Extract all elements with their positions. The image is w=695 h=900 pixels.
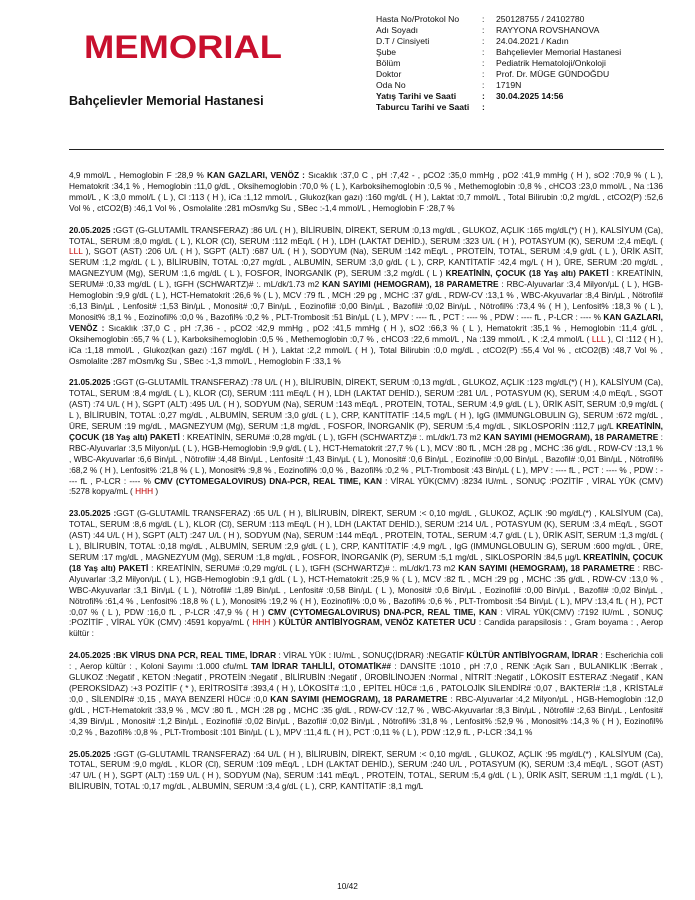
logo-text: MEMORIAL bbox=[84, 30, 282, 62]
result-paragraph bbox=[69, 377, 663, 497]
info-label: D.T / Cinsiyeti bbox=[376, 36, 430, 46]
info-row bbox=[376, 69, 676, 80]
test-heading: KÜLTÜR ANTİBİYOGRAM, VENÖZ KATETER UCU bbox=[278, 617, 476, 628]
test-heading: CMV (CYTOMEGALOVIRUS) DNA-PCR, REAL TIME, KAN bbox=[154, 475, 382, 486]
result-paragraph bbox=[69, 508, 663, 639]
info-row bbox=[376, 102, 676, 113]
page-number: 10/42 bbox=[337, 881, 358, 891]
patient-info-panel bbox=[376, 14, 676, 113]
info-row bbox=[376, 91, 676, 102]
result-text: ), SGOT (AST) :206 U/L ( H ), SGPT (ALT) :687 U/L ( H ), SODYUM (Na), SERUM :142 mEq/L , PROTEİN, TOTAL, SERUM :4,9 g/dL ( L ), ÜRİK ASİT, SERUM :1,2 mg/dL ( L ), BİLİRUBİN, TOTAL :0,27 mg/dL , ALBUMİN, SERUM :3,0 g/dL ( L ), CRP, KANTİTATİF :42,4 mg/L ( H ), ÜRE, SERUM :20 mg/dL , MAGNEZYUM (Mg), SERUM :1,6 mg/dL ( L ), FOSFOR, İNORGANİK (P), SERUM :3,2 mg/dL ( L ) bbox=[69, 246, 663, 279]
test-heading: KAN SAYIMI (HEMOGRAM), 18 PARAMETRE bbox=[270, 693, 448, 704]
info-colon: : bbox=[482, 47, 485, 57]
test-heading: KAN GAZLARI, VENÖZ : bbox=[69, 311, 663, 333]
result-text: : Escherichia coli : , Aerop kültür : , Koloni Sayımı :1.000 cfu/mL bbox=[69, 650, 663, 672]
info-value: Pediatrik Hematoloji/Onkoloji bbox=[496, 58, 606, 68]
test-heading: 20.05.2025 : bbox=[69, 224, 116, 235]
result-text: GGT (G-GLUTAMİL TRANSFERAZ) :64 U/L ( H ), BİLİRUBİN, DİREKT, SERUM :< 0,10 mg/dL , GLUKOZ, AÇLIK :95 mg/dL(*) , KALSİYUM (Ca), TOTAL, SERUM :9,0 mg/dL , KLOR (Cl), SERUM :109 mEq/L , LDH (LAKTAT DEHİD.), SERUM :240 U/L , POTASYUM (K), SERUM :3,4 mEq/L , SGOT (AST) :47 U/L ( H ), SGPT (ALT) :159 U/L ( H ), SODYUM (Na), SERUM :141 mEq/L , PROTEİN, TOTAL, SERUM :5,4 g/dL ( L ), ÜRİK ASİT, SERUM :1,1 mg/dL ( L ), BİLİRUBİN, TOTAL :0,17 mg/dL , ALBUMİN, SERUM :3,4 g/dL ( L ), CRP, KANTİTATİF :8,1 mg/L bbox=[69, 748, 663, 792]
info-row bbox=[376, 80, 676, 91]
info-value: RAYYONA ROVSHANOVA bbox=[496, 25, 600, 35]
result-text: : VİRAL YÜK(CMV) :8234 IU/mL , SONUÇ :POZİTİF , VİRAL YÜK (CMV) :5278 kopya/mL ( bbox=[69, 475, 663, 497]
info-label: Yatış Tarihi ve Saati bbox=[376, 91, 457, 101]
info-label: Adı Soyadı bbox=[376, 25, 419, 35]
result-text: ), Cl :112 ( H ), iCa :1,18 mmol/L , Glukoz(kan gazı) :167 mg/dL ( H ), Laktat :2,2 mmol/L ( H ), Total Bilirubin :0,0 mg/dL , ctCO2(P) :55,4 Vol % , ctCO2(B) :48,7 Vol % , Osmolalite :287 mOsm/kg Su , SBec :-1,3 mmol/L , Hemoglobin F :33,1 % bbox=[69, 333, 663, 366]
test-heading: 24.05.2025 :BK VİRUS DNA PCR, REAL TIME, İDRAR bbox=[69, 650, 277, 661]
info-value: 1719N bbox=[496, 80, 522, 90]
info-colon: : bbox=[482, 25, 485, 35]
test-heading: KAN SAYIMI (HEMOGRAM), 18 PARAMETRE bbox=[322, 279, 499, 290]
result-paragraph bbox=[69, 225, 663, 367]
test-heading: 21.05.2025 : bbox=[69, 377, 116, 388]
info-colon: : bbox=[482, 36, 485, 46]
header-divider bbox=[69, 149, 664, 150]
info-colon: : bbox=[482, 14, 485, 24]
result-text: : KREATİNİN, SERUM# :0,28 mg/dL ( L ), tGFH (SCHWARTZ)# :. mL/dk/1.73 m2 bbox=[179, 431, 484, 442]
test-heading: CMV (CYTOMEGALOVIRUS) DNA-PCR, REAL TIME, KAN bbox=[267, 606, 498, 617]
info-label: Doktor bbox=[376, 69, 402, 79]
test-heading: 25.05.2025 : bbox=[69, 748, 117, 759]
critical-flag: HHH bbox=[252, 617, 271, 628]
result-paragraph bbox=[69, 749, 663, 793]
result-text: : RBC-Alyuvarlar :3,4 Milyon/µL ( L ), HGB-Hemoglobin :9,9 g/dL ( L ), HCT-Hematokrit :26,6 % ( L ), MCV :79 fL , MCH :29 pg , MCHC :37 g/dL , RDW-CV :13,1 % , WBC-Akyuvarlar :8,4 Bin/µL , Nötrofil# :6,13 Bin/µL , Lenfosit# :1,53 Bin/µL , Monosit# :0,7 Bin/µL , Eozinofil# :0,00 Bin/µL , Bazofil# :0,02 Bin/µL , Nötrofil% :73,4 % ( H ), Lenfosit% :18,3 % ( L ), Monosit% :8,1 % , Eozinofil% :0,0 % , Bazofil% :0,2 % , PLT-Trombosit :51 Bin/µL ( L ), MPV : ---- fL , PCT : ---- % , PDW : ---- fL , P-LCR : ---- % bbox=[69, 279, 663, 322]
test-heading: KAN SAYIMI (HEMOGRAM), 18 PARAMETRE bbox=[458, 562, 635, 573]
result-text: GGT (G-GLUTAMİL TRANSFERAZ) :78 U/L ( H ), BİLİRUBİN, DİREKT, SERUM :0,13 mg/dL , GLUKOZ, AÇLIK :123 mg/dL(*) ( H ), KALSİYUM (Ca), TOTAL, SERUM :8,4 mg/dL ( L ), KLOR (Cl), SERUM :111 mEq/L ( H ), LDH (LAKTAT DEHİD.), SERUM :281 U/L , POTASYUM (K), SERUM :4,0 mEq/L , SGOT (AST) :74 U/L ( H ), SGPT (ALT) :495 U/L ( H ), SODYUM (Na), SERUM :143 mEq/L , PROTEİN, TOTAL, SERUM :4,9 g/dL ( L ), ÜRİK ASİT, SERUM :0,9 mg/dL ( L ), BİLİRUBİN, TOTAL :0,27 mg/dL , ALBUMİN, SERUM :3,0 g/dL ( L ), CRP, KANTİTATİF :14,5 mg/L ( H ), IgG (IMMUNGLOBULIN G), SERUM :672 mg/dL , ÜRE, SERUM :19 mg/dL , MAGNEZYUM (Mg), SERUM :1,8 mg/dL , FOSFOR, İNORGANİK (P), SERUM :5,4 mg/dL , SIKLOSPORİN :112,7 µg/L bbox=[69, 377, 664, 432]
critical-flag: HHH bbox=[135, 486, 154, 497]
memorial-logo bbox=[84, 30, 284, 62]
info-label: Taburcu Tarihi ve Saati bbox=[376, 102, 470, 112]
result-text: 4,9 mmol/L , Hemoglobin F :28,9 % bbox=[69, 170, 207, 180]
info-colon: : bbox=[482, 58, 485, 68]
result-paragraph bbox=[69, 650, 663, 737]
info-label: Oda No bbox=[376, 80, 406, 90]
result-text: : RBC-Alyuvarlar :3,5 Milyon/µL ( L ), HGB-Hemoglobin :9,9 g/dL ( L ), HCT-Hematokrit :27,7 % ( L ), MCV :80 fL , MCH :28 pg , MCHC :36 g/dL , RDW-CV :13,1 % , WBC-Akyuvarlar :6,6 Bin/µL , Nötrofil# :4,48 Bin/µL , Lenfosit# :1,43 Bin/µL ( L ), Monosit# :0,6 Bin/µL , Eozinofil# :0,00 Bin/µL , Bazofil# :0,01 Bin/µL , Nötrofil% :68,2 % ( H ), Lenfosit% :21,8 % ( L ), Monosit% :9,8 % , Eozinofil% :0,0 % , Bazofil% :0,2 % , PLT-Trombosit :43 Bin/µL ( L ), MPV : ---- fL , PCT : ---- % , PDW : ---- fL , P-LCR : ---- % bbox=[69, 431, 663, 486]
test-heading: KAN GAZLARI, VENÖZ : bbox=[206, 170, 309, 180]
result-text: : RBC-Alyuvarlar :4,2 Milyon/µL , HGB-Hemoglobin :12,0 g/dL , HCT-Hematokrit :33,9 % , MCV :80 fL , MCH :28 pg , MCHC :35 g/dL , RDW-CV :12,7 % , WBC-Akyuvarlar :8,3 Bin/µL , Nötrofil# :2,63 Bin/µL , Lenfosit# :4,39 Bin/µL , Monosit# :1,2 Bin/µL , Eozinofil# :0,02 Bin/µL , Bazofil# :0,02 Bin/µL , Nötrofil% :31,8 % , Lenfosit% :52,9 % , Monosit% :14,3 % ( H ), Eozinofil% :0,2 % , Bazofil% :0,8 % , PLT-Trombosit :101 Bin/µL ( L ), MPV :11,4 fL ( H ), PCT :0,11 % ( L ), PDW :12,9 fL , P-LCR :34,1 % bbox=[69, 693, 664, 737]
info-value: 250128755 / 24102780 bbox=[496, 14, 585, 24]
lab-results-body bbox=[69, 170, 663, 803]
info-label: Bölüm bbox=[376, 58, 401, 68]
info-value: Prof. Dr. MÜGE GÜNDOĞDU bbox=[496, 69, 610, 79]
test-heading: KREATİNİN, ÇOCUK (18 Yaş altı) PAKETİ bbox=[69, 421, 663, 442]
result-text: Sıcaklık :37,0 C , pH :7,36 - , pCO2 :42,9 mmHg , pO2 :41,5 mmHg ( H ), sO2 :66,3 % ( L ), Hematokrit :35,1 % , Hemoglobin :11,4 g/dL , Oksihemoglobin :65,7 % ( L ), Karboksihemoglobin :0,5 % , Methemoglobin :0,7 % , cHCO3 :22,6 mmol/L , Na :139 mmol/L , K :2,4 mmol/L ( bbox=[69, 322, 663, 344]
info-row bbox=[376, 36, 676, 47]
result-text: ) bbox=[270, 617, 279, 628]
test-heading: KREATİNİN, ÇOCUK (18 Yaş altı) PAKETİ bbox=[69, 552, 663, 573]
info-value: 30.04.2025 14:56 bbox=[496, 91, 564, 101]
critical-flag: LLL bbox=[591, 333, 606, 344]
test-heading: TAM İDRAR TAHLİLİ, OTOMATİK## bbox=[250, 661, 392, 672]
result-text: Sıcaklık :37,0 C , pH :7,42 - , pCO2 :35,0 mmHg , pO2 :41,9 mmHg ( H ), sO2 :70,9 % ( L ), Hematokrit :34,1 % , Hemoglobin :11,0 g/dL , Oksihemoglobin :70,0 % ( L ), Karboksihemoglobin :0,5 % , Methemoglobin :0,8 % , cHCO3 :23,0 mmol/L , Na :136 mmol/L , K :3,0 mmol/L ( L ), Cl :113 ( H ), iCa :1,12 mmol/L , Glukoz(kan gazı) :160 mg/dL ( H ), Laktat :0,7 mmol/L , Total Bilirubin :0,2 mg/dL , ctCO2(P) :52,6 Vol % , ctCO2(B) :46,1 Vol % , Osmolalite :281 mOsm/kg Su , SBec :-1,4 mmol/L , Hemoglobin F :28,7 % bbox=[69, 170, 663, 213]
info-row bbox=[376, 58, 676, 69]
info-row bbox=[376, 14, 676, 25]
info-value bbox=[496, 102, 676, 113]
test-heading: KAN SAYIMI (HEMOGRAM), 18 PARAMETRE bbox=[483, 431, 659, 442]
result-text: GGT (G-GLUTAMİL TRANSFERAZ) :86 U/L ( H ), BİLİRUBİN, DİREKT, SERUM :0,13 mg/dL , GLUKOZ, AÇLIK :165 mg/dL(*) ( H ), KALSİYUM (Ca), TOTAL, SERUM :8,0 mg/dL ( L ), KLOR (Cl), SERUM :112 mEq/L ( H ), LDH (LAKTAT DEHİD.), SERUM :323 U/L ( H ), POTASYUM (K), SERUM :2,4 mEq/L ( bbox=[69, 224, 664, 246]
info-row bbox=[376, 47, 676, 58]
test-heading: KÜLTÜR ANTİBİYOGRAM, İDRAR bbox=[466, 650, 598, 661]
info-colon: : bbox=[482, 102, 485, 112]
result-text: : VİRAL YÜK : IU/mL , SONUÇ(İDRAR) :NEGATİF bbox=[276, 650, 467, 661]
info-colon: : bbox=[482, 80, 485, 90]
result-text: : RBC-Alyuvarlar :3,2 Milyon/µL ( L ), HGB-Hemoglobin :9,1 g/dL ( L ), HCT-Hematokrit :25,9 % ( L ), MCV :82 fL , MCH :29 pg , MCHC :35 g/dL , RDW-CV :13,0 % , WBC-Akyuvarlar :3,1 Bin/µL ( L ), Nötrofil# :1,89 Bin/µL , Lenfosit# :0,58 Bin/µL ( L ), Monosit# :0,6 Bin/µL , Eozinofil# :0,00 Bin/µL , Bazofil# :0,02 Bin/µL , Nötrofil% :61,4 % , Lenfosit% :18,8 % ( L ), Monosit% :19,2 % ( H ), Eozinofil% :0,0 % , Bazofil% :0,6 % , PLT-Trombosit :54 Bin/µL ( L ), MPV :13,4 fL ( H ), PCT :0,07 % ( L ), PDW :16,0 fL , P-LCR :47,9 % ( H ) bbox=[69, 562, 664, 617]
result-text: : KREATİNİN, SERUM# :0,29 mg/dL ( L ), tGFH (SCHWARTZ)# :. mL/dk/1.73 m2 bbox=[148, 562, 459, 573]
info-colon: : bbox=[482, 69, 485, 79]
info-label: Hasta No/Protokol No bbox=[376, 14, 460, 24]
info-value: 24.04.2021 / Kadın bbox=[496, 36, 569, 46]
info-value: Bahçelievler Memorial Hastanesi bbox=[496, 47, 622, 57]
result-text: : Candida parapsilosis : , Gram boyama : , Aerop kültür : bbox=[69, 617, 663, 639]
result-text: GGT (G-GLUTAMİL TRANSFERAZ) :65 U/L ( H ), BİLİRUBİN, DİREKT, SERUM :< 0,10 mg/dL , GLUKOZ, AÇLIK :90 mg/dL(*) , KALSİYUM (Ca), TOTAL, SERUM :8,6 mg/dL ( L ), KLOR (Cl), SERUM :113 mEq/L ( H ), LDH (LAKTAT DEHİD.), SERUM :214 U/L , POTASYUM (K), SERUM :3,4 mEq/L , SGOT (AST) :44 U/L ( H ), SGPT (ALT) :247 U/L ( H ), SODYUM (Na), SERUM :144 mEq/L , PROTEİN, TOTAL, SERUM :4,7 g/dL ( L ), ÜRİK ASİT, SERUM :1,3 mg/dL ( L ), BİLİRUBİN, TOTAL :0,18 mg/dL , ALBUMİN, SERUM :2,9 g/dL ( L ), CRP, KANTİTATİF :4,9 mg/L , IgG (IMMUNGLOBULIN G), SERUM :600 mg/dL , ÜRE, SERUM :17 mg/dL , MAGNEZYUM (Mg), SERUM :1,8 mg/dL , FOSFOR, İNORGANİK (P), SERUM :5,1 mg/dL , SIKLOSPORİN :84,5 µg/L bbox=[69, 508, 663, 562]
info-label: Şube bbox=[376, 47, 397, 57]
result-text: : VİRAL YÜK(CMV) :7192 IU/mL , SONUÇ :POZİTİF , VİRAL YÜK (CMV) :4591 kopya/mL ( bbox=[69, 606, 663, 628]
result-paragraph bbox=[69, 170, 663, 214]
info-row bbox=[376, 25, 676, 36]
result-text: ) bbox=[153, 486, 159, 497]
result-text: : KREATİNİN, SERUM# :0,33 mg/dL ( L ), tGFH (SCHWARTZ)# :. mL/dk/1.73 m2 bbox=[69, 268, 663, 290]
hospital-name: Bahçelievler Memorial Hastanesi bbox=[69, 94, 264, 108]
info-colon: : bbox=[482, 91, 485, 101]
result-text: : DANSİTE :1010 , pH :7,0 , RENK :Açık Sarı , BULANIKLIK :Berrak , GLUKOZ :Negatif , KETON :Negatif , PROTEİN :Negatif , BİLİRUBİN :Negatif , ÜROBİLİNOJEN :Normal , NİTRİT :Negatif , LÖKOSİT ESTERAZ :Negatif , KAN (PEROKSİDAZ) :+3 POZİTİF ( * ), ERİTROSİT# :393,4 ( H ), LÖKOSİT# :1,0 , EPİTEL HÜC# :1,6 , PATOLOJİK SİLENDİR# :0,07 , BAKTERİ# :1,8 , KRİSTAL# :0,0 , SİLENDİR# :0,15 , MAYA BENZERİ HÜC# :0,0 bbox=[69, 661, 663, 704]
test-heading: 23.05.2025 : bbox=[69, 508, 117, 519]
test-heading: KREATİNİN, ÇOCUK (18 Yaş altı) PAKETİ bbox=[445, 268, 609, 279]
critical-flag: LLL bbox=[69, 246, 83, 257]
